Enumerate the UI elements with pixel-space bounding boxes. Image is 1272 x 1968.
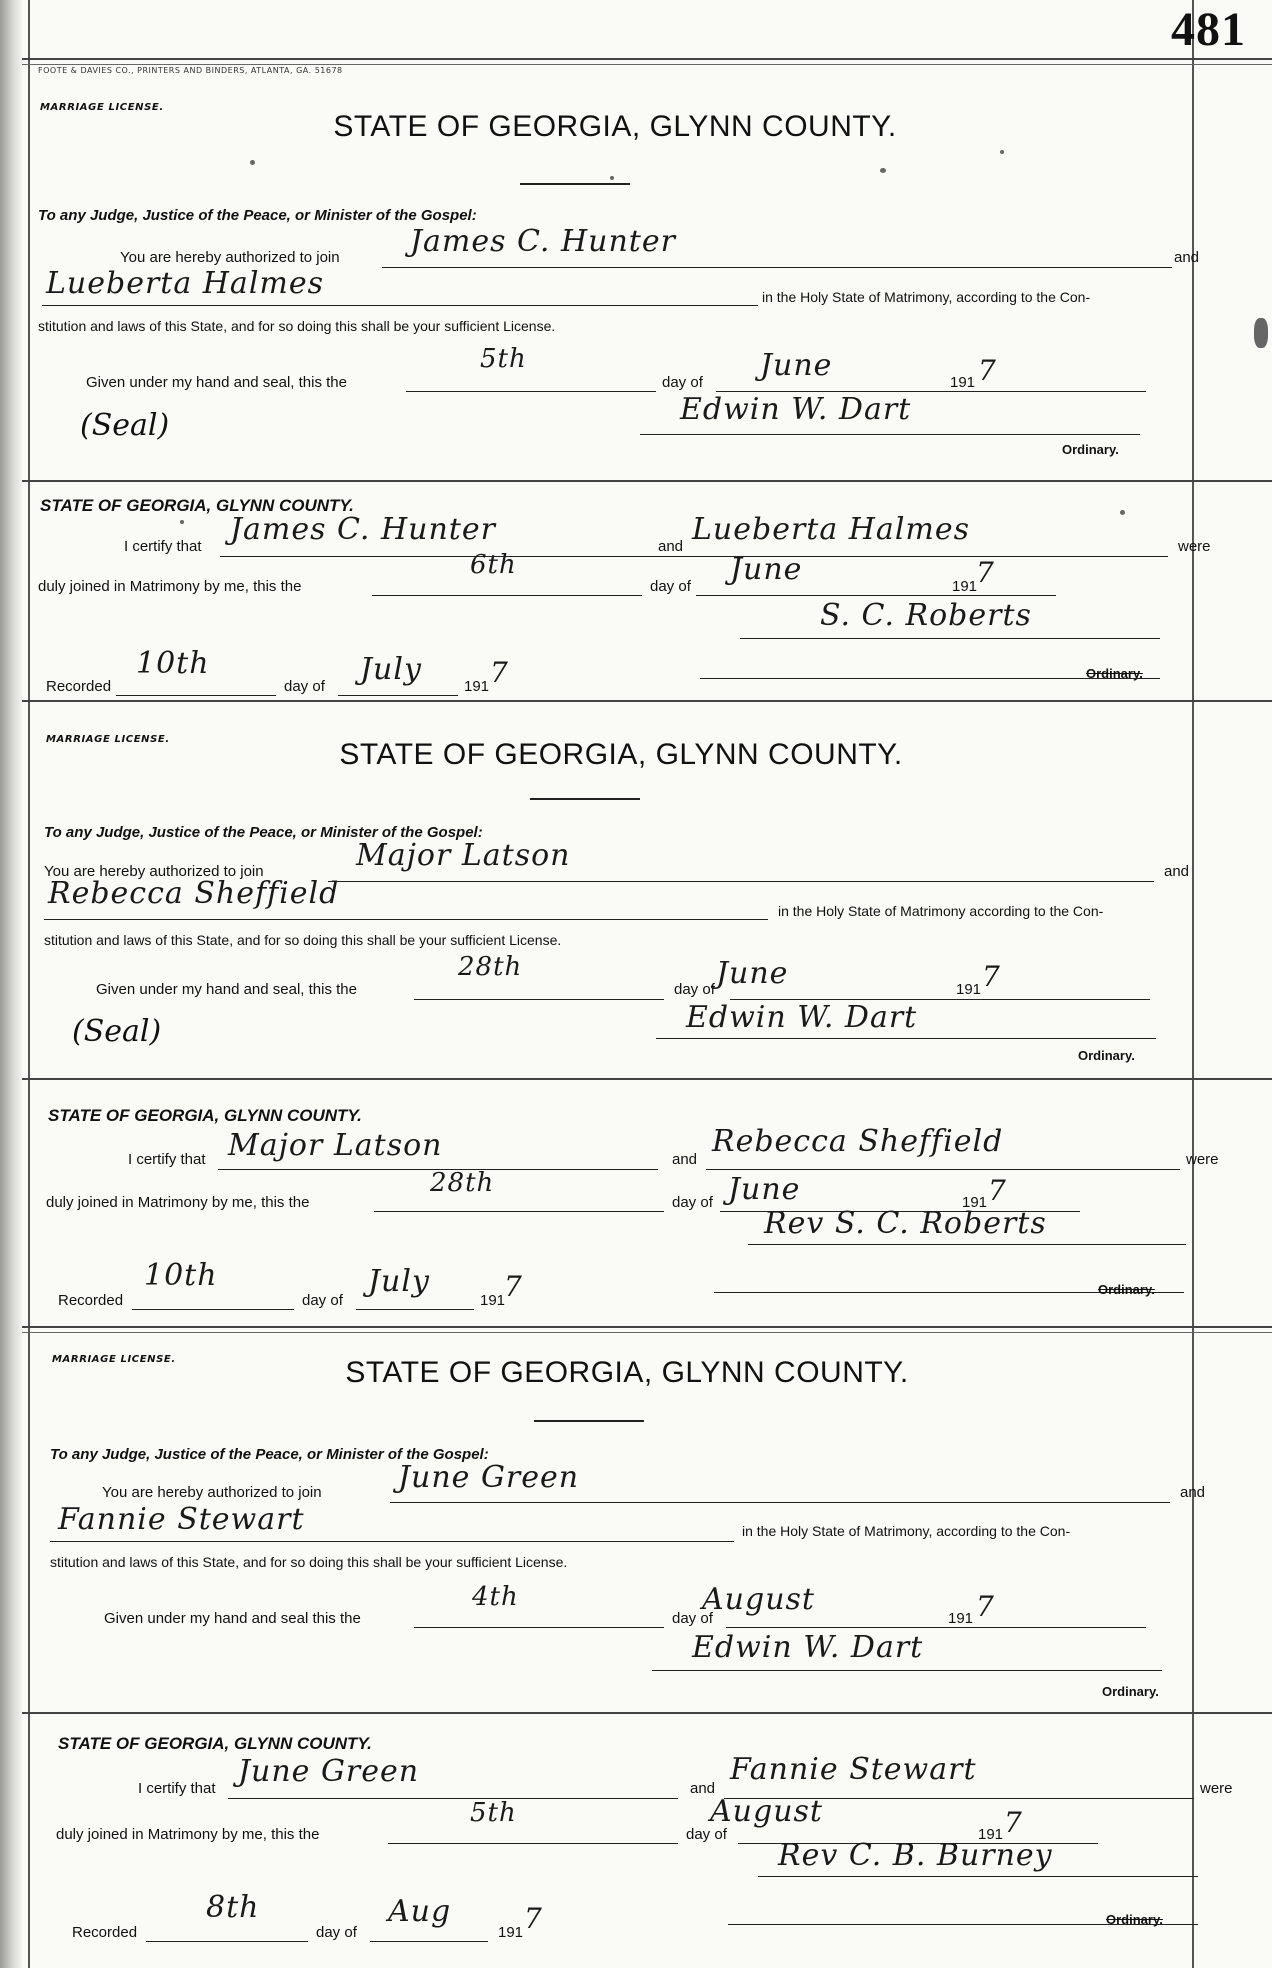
certify-text: I certify that <box>124 538 202 555</box>
marriage-month: June <box>730 552 803 587</box>
joined-text: duly joined in Matrimony by me, this the <box>56 1826 320 1843</box>
holy-state-text: in the Holy State of Matrimony, according to the Con- <box>742 1523 1071 1539</box>
were-text: were <box>1178 538 1211 555</box>
groom-name: James C. Hunter <box>410 224 676 259</box>
authorized-text: You are hereby authorized to join <box>44 863 264 880</box>
paper-speck <box>250 160 255 165</box>
cert-groom-name: June Green <box>238 1754 420 1789</box>
recorded-year-digit: 7 <box>504 1270 523 1303</box>
marriage-day-of: day of <box>686 1826 727 1843</box>
license-year-print: 191 <box>950 374 976 391</box>
marriage-year-digit: 7 <box>976 556 995 589</box>
license-year-print: 191 <box>956 981 982 998</box>
marriage-day-line <box>388 1843 678 1844</box>
given-text: Given under my hand and seal, this the <box>96 981 357 998</box>
recorded-month-line <box>338 695 458 696</box>
constitution-text: stitution and laws of this State, and for so doing this shall be your sufficient License. <box>50 1554 568 1570</box>
license-heading: STATE OF GEORGIA, GLYNN COUNTY. <box>339 738 903 771</box>
given-text: Given under my hand and seal this the <box>104 1610 361 1627</box>
seal-mark: (Seal) <box>72 1014 162 1049</box>
top-rule <box>22 58 1272 60</box>
ordinary-label: Ordinary. <box>1078 1048 1135 1063</box>
officiant-signature: Rev S. C. Roberts <box>764 1206 1047 1241</box>
certificate-2-divider <box>22 1326 1272 1328</box>
bride-line <box>50 1541 734 1542</box>
recorded-day-line <box>146 1941 308 1942</box>
recorded-day: 10th <box>144 1258 218 1293</box>
certificate-heading: STATE OF GEORGIA, GLYNN COUNTY. <box>40 496 354 515</box>
groom-line <box>382 267 1172 268</box>
recorded-year-print: 191 <box>498 1924 524 1941</box>
groom-name: Major Latson <box>356 838 571 873</box>
license-day-line <box>406 391 656 392</box>
marriage-day-of: day of <box>650 578 691 595</box>
officiant-line <box>740 638 1160 639</box>
certificate-2 <box>46 1106 1219 1316</box>
recorded-day: 10th <box>136 646 210 681</box>
paper-speck <box>180 520 184 524</box>
recorded-day-of: day of <box>284 678 325 695</box>
record-2-divider <box>22 1078 1272 1080</box>
marriage-day-line <box>372 595 642 596</box>
holy-state-text: in the Holy State of Matrimony, according to the Con- <box>762 289 1091 305</box>
groom-line <box>390 1502 1170 1503</box>
recorded-month: Aug <box>388 1894 452 1929</box>
cert-groom-line <box>220 556 690 557</box>
marriage-license-label: MARRIAGE LICENSE. <box>40 102 164 113</box>
officiant-signature: Rev C. B. Burney <box>778 1838 1053 1873</box>
bride-line <box>42 305 758 306</box>
joined-text: duly joined in Matrimony by me, this the <box>46 1194 310 1211</box>
certificate-1 <box>38 490 1211 695</box>
to-any-judge: To any Judge, Justice of the Peace, or Minister of the Gospel: <box>50 1446 489 1463</box>
recorded-month: July <box>360 652 422 687</box>
and-text: and <box>1174 249 1200 266</box>
recorded-day: 8th <box>206 1890 260 1925</box>
to-any-judge: To any Judge, Justice of the Peace, or Minister of the Gospel: <box>38 207 477 224</box>
marriage-day: 6th <box>470 550 517 580</box>
marriage-month-line <box>696 595 1056 596</box>
page-number: 481 <box>1171 3 1246 56</box>
cert-groom-name: Major Latson <box>228 1128 443 1163</box>
officiant-line <box>758 1876 1198 1877</box>
ordinary-signature: Edwin W. Dart <box>692 1630 924 1665</box>
and-text: and <box>1180 1484 1206 1501</box>
marriage-year-print: 191 <box>978 1826 1004 1843</box>
license-day: 5th <box>480 344 527 374</box>
cert-bride-name: Rebecca Sheffield <box>712 1124 1004 1159</box>
seal-mark: (Seal) <box>80 408 170 443</box>
groom-line <box>328 881 1154 882</box>
license-month: June <box>760 348 833 383</box>
recorded-text: Recorded <box>46 678 112 695</box>
heading-rule <box>530 798 640 800</box>
marriage-year-print: 191 <box>962 1194 988 1211</box>
bride-line <box>44 919 768 920</box>
recorded-day-line <box>132 1309 294 1310</box>
paper-speck <box>1000 150 1004 154</box>
certificate-3 <box>56 1734 1233 1954</box>
constitution-text: stitution and laws of this State, and for so doing this shall be your sufficient License. <box>38 318 556 334</box>
marriage-month: June <box>728 1172 801 1207</box>
recorded-month-line <box>370 1941 488 1942</box>
record-1-divider <box>22 480 1272 482</box>
officiant-line <box>748 1244 1186 1245</box>
left-margin-line <box>28 0 30 1968</box>
certificate-heading: STATE OF GEORGIA, GLYNN COUNTY. <box>48 1106 362 1125</box>
license-year-print: 191 <box>948 1610 974 1627</box>
were-text: were <box>1186 1151 1219 1168</box>
recorded-ordinary-label: Ordinary. <box>1086 666 1143 681</box>
bride-name: Fannie Stewart <box>58 1502 305 1537</box>
cert-and-text: and <box>658 538 684 555</box>
cert-and-text: and <box>690 1780 716 1797</box>
marriage-year-print: 191 <box>952 578 978 595</box>
paper-speck <box>1120 510 1125 515</box>
day-of-text: day of <box>672 1610 713 1627</box>
license-day: 28th <box>458 952 523 982</box>
cert-bride-name: Fannie Stewart <box>730 1752 977 1787</box>
heading-rule <box>520 183 630 185</box>
day-of-text: day of <box>662 374 703 391</box>
to-any-judge: To any Judge, Justice of the Peace, or Minister of the Gospel: <box>44 824 483 841</box>
joined-text: duly joined in Matrimony by me, this the <box>38 578 302 595</box>
cert-bride-line <box>706 1169 1180 1170</box>
recorded-year-digit: 7 <box>524 1902 543 1935</box>
recorded-day-line <box>116 695 276 696</box>
marriage-day: 5th <box>470 1798 517 1828</box>
certify-text: I certify that <box>128 1151 206 1168</box>
paper-speck <box>880 168 886 173</box>
paper-speck <box>610 176 614 180</box>
recorded-text: Recorded <box>72 1924 138 1941</box>
given-text: Given under my hand and seal, this the <box>86 374 347 391</box>
marriage-day: 28th <box>430 1168 495 1198</box>
certify-text: I certify that <box>138 1780 216 1797</box>
recorded-month-line <box>356 1309 474 1310</box>
marriage-license-label: MARRIAGE LICENSE. <box>52 1354 176 1365</box>
bride-name: Lueberta Halmes <box>46 266 325 301</box>
printer-imprint: FOOTE & DAVIES CO., PRINTERS AND BINDERS, ATLANTA, GA. 51678 <box>38 66 343 75</box>
cert-bride-name: Lueberta Halmes <box>692 512 971 547</box>
holy-state-text: in the Holy State of Matrimony according to the Con- <box>778 903 1104 919</box>
ordinary-signature-line <box>656 1038 1156 1039</box>
certificate-1-divider <box>22 700 1272 702</box>
license-heading: STATE OF GEORGIA, GLYNN COUNTY. <box>333 110 897 143</box>
recorded-text: Recorded <box>58 1292 124 1309</box>
and-text: and <box>1164 863 1190 880</box>
marriage-day-of: day of <box>672 1194 713 1211</box>
constitution-text: stitution and laws of this State, and for so doing this shall be your sufficient License. <box>44 932 562 948</box>
license-year-digit: 7 <box>978 354 997 387</box>
heading-rule <box>534 1420 644 1422</box>
officiant-signature: S. C. Roberts <box>820 598 1032 633</box>
recorded-ordinary-label: Ordinary. <box>1106 1912 1163 1927</box>
ordinary-label: Ordinary. <box>1102 1684 1159 1699</box>
recorded-year-print: 191 <box>480 1292 506 1309</box>
license-day: 4th <box>472 1582 519 1612</box>
recorded-year-print: 191 <box>464 678 490 695</box>
license-month-line <box>726 1627 1146 1628</box>
top-rule-thin <box>22 64 1272 65</box>
recorded-year-digit: 7 <box>490 656 509 689</box>
page-binding-edge <box>0 0 22 1968</box>
cert-and-text: and <box>672 1151 698 1168</box>
groom-name: June Green <box>398 1460 580 1495</box>
license-heading: STATE OF GEORGIA, GLYNN COUNTY. <box>345 1356 909 1389</box>
license-month: June <box>716 956 789 991</box>
marriage-year-digit: 7 <box>988 1174 1007 1207</box>
binding-hole <box>1254 318 1268 348</box>
ordinary-signature-line <box>640 434 1140 435</box>
day-of-text: day of <box>674 981 715 998</box>
marriage-month: August <box>710 1794 823 1829</box>
marriage-year-digit: 7 <box>1004 1806 1023 1839</box>
cert-groom-line <box>228 1798 678 1799</box>
recorded-day-of: day of <box>302 1292 343 1309</box>
cert-groom-name: James C. Hunter <box>230 512 496 547</box>
marriage-day-line <box>374 1211 664 1212</box>
bride-name: Rebecca Sheffield <box>48 876 340 911</box>
ordinary-signature: Edwin W. Dart <box>680 392 912 427</box>
ordinary-label: Ordinary. <box>1062 442 1119 457</box>
were-text: were <box>1200 1780 1233 1797</box>
record-3-divider <box>22 1712 1272 1714</box>
authorized-text: You are hereby authorized to join <box>102 1484 322 1501</box>
certificate-heading: STATE OF GEORGIA, GLYNN COUNTY. <box>58 1734 372 1753</box>
ordinary-signature-line <box>652 1670 1162 1671</box>
license-day-line <box>414 999 664 1000</box>
license-year-digit: 7 <box>982 960 1001 993</box>
record-2 <box>46 716 1196 1076</box>
authorized-text: You are hereby authorized to join <box>120 249 340 266</box>
license-year-digit: 7 <box>976 1590 995 1623</box>
marriage-license-label: MARRIAGE LICENSE. <box>46 734 170 745</box>
certificate-2-divider-thin <box>22 1332 1272 1333</box>
recorded-ordinary-label: Ordinary. <box>1098 1282 1155 1297</box>
license-month: August <box>702 1582 815 1617</box>
recorded-month: July <box>368 1264 430 1299</box>
recorded-day-of: day of <box>316 1924 357 1941</box>
license-day-line <box>414 1627 664 1628</box>
record-3 <box>50 1350 1206 1710</box>
ordinary-signature: Edwin W. Dart <box>686 1000 918 1035</box>
